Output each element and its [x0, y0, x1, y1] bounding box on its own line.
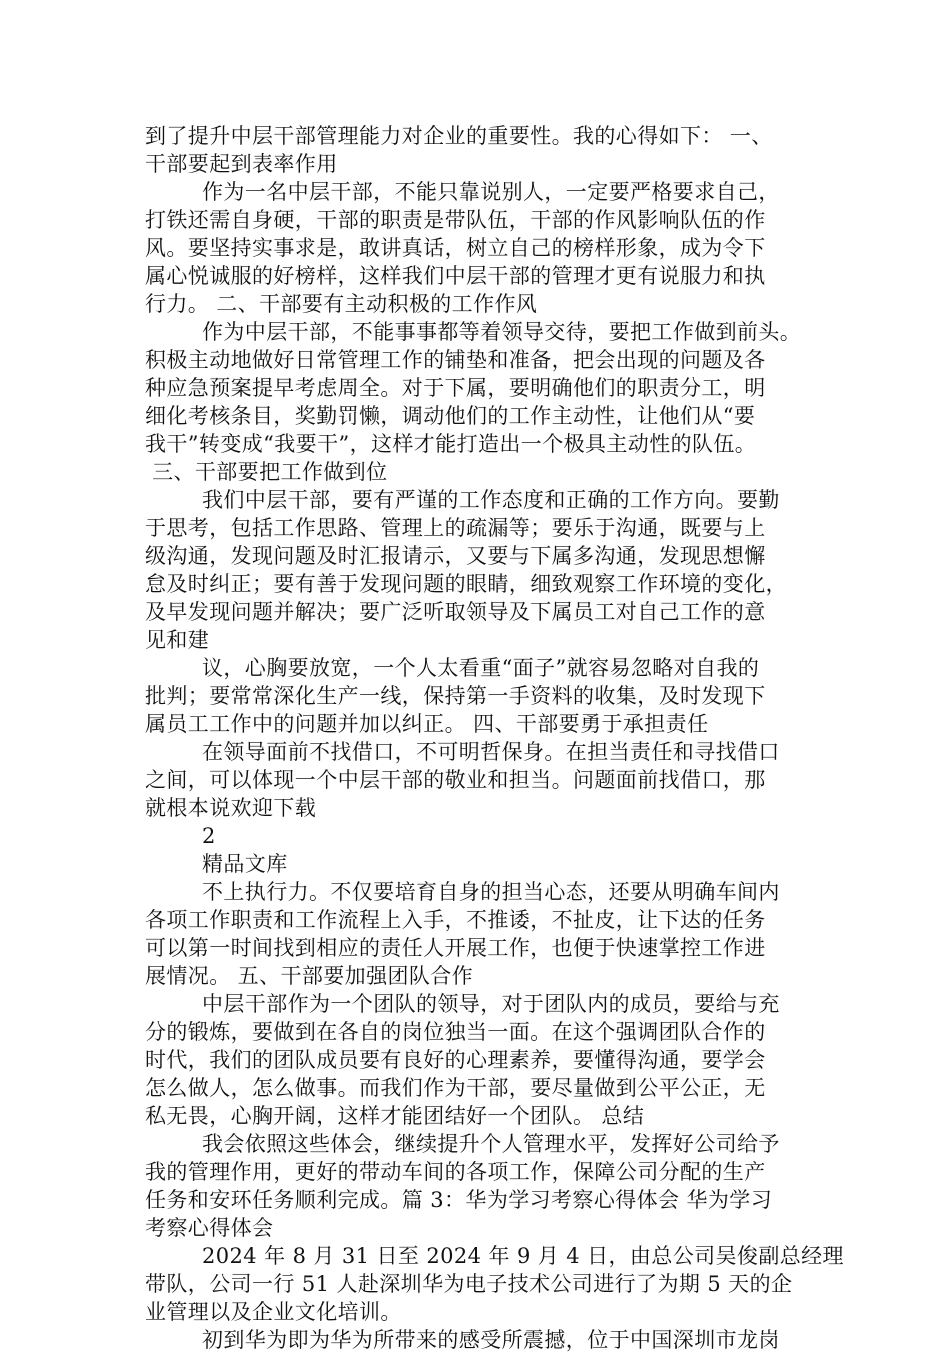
- text-line: 任务和安环任务顺利完成。篇 3：华为学习考察心得体会 华为学习: [145, 1188, 773, 1212]
- text-line: 我干”转变成“我要干”，这样才能打造出一个极具主动性的队伍。: [145, 432, 757, 456]
- page-number: 2: [202, 824, 216, 848]
- text-line: 各项工作职责和工作流程上入手，不推诿，不扯皮，让下达的任务: [145, 908, 766, 932]
- text-line: 级沟通，发现问题及时汇报请示，又要与下属多沟通，发现思想懈: [145, 544, 766, 568]
- text-line: 2024 年 8 月 31 日至 2024 年 9 月 4 日，由总公司吴俊副总经理: [202, 1244, 844, 1268]
- text-line: 见和建: [145, 628, 210, 652]
- text-line: 种应急预案提早考虑周全。对于下属，要明确他们的职责分工，明: [145, 376, 766, 400]
- text-line: 私无畏，心胸开阔，这样才能团结好一个团队。 总结: [145, 1104, 645, 1128]
- text-line: 积极主动地做好日常管理工作的铺垫和准备，把会出现的问题及各: [145, 348, 766, 372]
- text-line: 我会依照这些体会，继续提升个人管理水平，发挥好公司给予: [202, 1132, 780, 1156]
- text-line: 作为中层干部，不能事事都等着领导交待，要把工作做到前头。: [202, 320, 802, 344]
- text-line: 细化考核条目，奖勤罚懒，调动他们的工作主动性，让他们从“要: [145, 404, 756, 428]
- text-line: 初到华为即为华为所带来的感受所震撼，位于中国深圳市龙岗: [202, 1328, 780, 1352]
- text-line: 批判；要常常深化生产一线，保持第一手资料的收集，及时发现下: [145, 684, 766, 708]
- text-line: 到了提升中层干部管理能力对企业的重要性。我的心得如下： 一、: [145, 124, 773, 148]
- text-line: 分的锻炼，要做到在各自的岗位独当一面。在这个强调团队合作的: [145, 1020, 766, 1044]
- text-line: 可以第一时间找到相应的责任人开展工作，也便于快速掌控工作进: [145, 936, 766, 960]
- text-line: 展情况。 五、干部要加强团队合作: [145, 964, 474, 988]
- text-line: 我的管理作用，更好的带动车间的各项工作，保障公司分配的生产: [145, 1160, 766, 1184]
- text-line: 怠及时纠正；要有善于发现问题的眼睛，细致观察工作环境的变化，: [145, 572, 787, 596]
- text-line: 属员工工作中的问题并加以纠正。 四、干部要勇于承担责任: [145, 712, 709, 736]
- text-line: 打铁还需自身硬，干部的职责是带队伍，干部的作风影响队伍的作: [145, 208, 766, 232]
- text-line: 行力。 二、干部要有主动积极的工作作风: [145, 292, 538, 316]
- text-line: 不上执行力。不仅要培育自身的担当心态，还要从明确车间内: [202, 880, 780, 904]
- text-line: 之间，可以体现一个中层干部的敬业和担当。问题面前找借口，那: [145, 768, 766, 792]
- text-line: 议，心胸要放宽，一个人太看重“面子”就容易忽略对自我的: [202, 656, 760, 680]
- text-line: 干部要起到表率作用: [145, 152, 338, 176]
- text-line: 风。要坚持实事求是，敢讲真话，树立自己的榜样形象，成为令下: [145, 236, 766, 260]
- text-line: 中层干部作为一个团队的领导，对于团队内的成员，要给与充: [202, 992, 780, 1016]
- text-line: 考察心得体会: [145, 1216, 274, 1240]
- text-line: 于思考，包括工作思路、管理上的疏漏等；要乐于沟通，既要与上: [145, 516, 766, 540]
- text-line: 作为一名中层干部，不能只靠说别人，一定要严格要求自己，: [202, 180, 780, 204]
- text-line: 属心悦诚服的好榜样，这样我们中层干部的管理才更有说服力和执: [145, 264, 766, 288]
- text-line: 及早发现问题并解决；要广泛听取领导及下属员工对自己工作的意: [145, 600, 766, 624]
- text-line: 我们中层干部，要有严谨的工作态度和正确的工作方向。要勤: [202, 488, 780, 512]
- text-line: 怎么做人，怎么做事。而我们作为干部，要尽量做到公平公正，无: [145, 1076, 766, 1100]
- text-line: 在领导面前不找借口，不可明哲保身。在担当责任和寻找借口: [202, 740, 780, 764]
- running-header: 精品文库: [202, 852, 288, 876]
- text-line: 时代，我们的团队成员要有良好的心理素养，要懂得沟通，要学会: [145, 1048, 766, 1072]
- text-line: 业管理以及企业文化培训。: [145, 1300, 402, 1324]
- text-line: 就根本说欢迎下载: [145, 796, 317, 820]
- text-line: 带队，公司一行 51 人赴深圳华为电子技术公司进行了为期 5 天的企: [145, 1272, 793, 1296]
- text-line: 三、干部要把工作做到位: [145, 460, 388, 484]
